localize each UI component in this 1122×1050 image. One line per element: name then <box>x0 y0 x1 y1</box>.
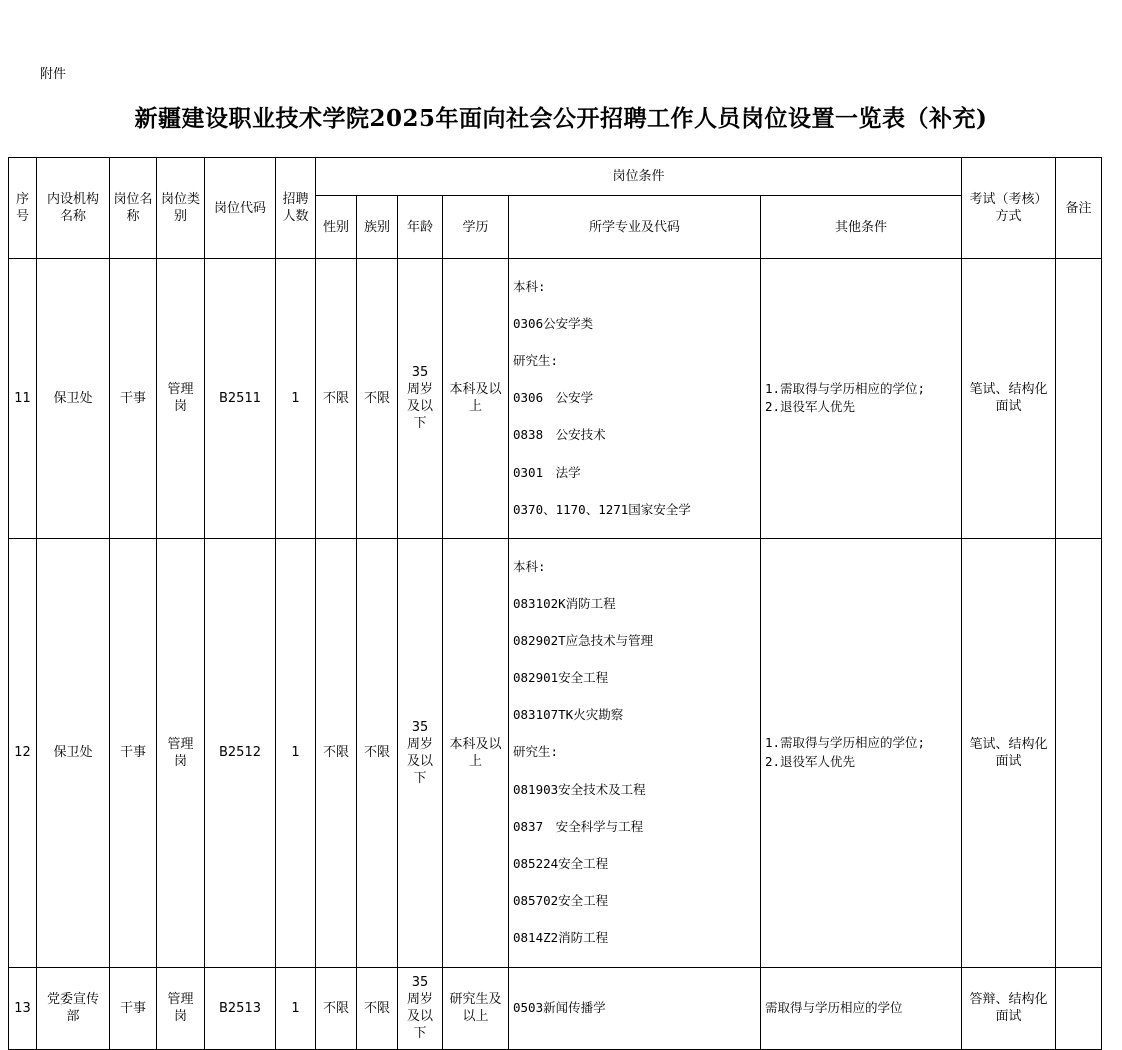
header-department: 内设机构名称 <box>37 158 110 259</box>
cell-gender: 不限 <box>316 967 357 1049</box>
header-seq: 序号 <box>9 158 37 259</box>
header-remarks: 备注 <box>1056 158 1102 259</box>
cell-seq: 13 <box>9 967 37 1049</box>
cell-seq: 12 <box>9 538 37 967</box>
page-title: 新疆建设职业技术学院2025年面向社会公开招聘工作人员岗位设置一览表（补充) <box>134 105 988 132</box>
header-recruit-count: 招聘人数 <box>276 158 316 259</box>
header-row-1 <box>9 158 1102 196</box>
other-line: 2.退役军人优先 <box>765 399 856 415</box>
cell-education: 本科及以上 <box>443 538 509 967</box>
table-row <box>9 259 1102 539</box>
cell-position-type: 管理岗 <box>157 967 205 1049</box>
header-gender: 性别 <box>316 196 357 259</box>
header-other: 其他条件 <box>761 196 962 259</box>
cell-position-code: B2511 <box>205 259 276 539</box>
cell-age: 35周岁及以下 <box>398 967 443 1049</box>
header-exam: 考试（考核）方式 <box>962 158 1056 259</box>
cell-ethnicity: 不限 <box>357 967 398 1049</box>
major-line: 083107TK火灾勘察 <box>513 707 624 723</box>
cell-seq: 11 <box>9 259 37 539</box>
cell-gender: 不限 <box>316 259 357 539</box>
cell-department: 党委宣传部 <box>37 967 110 1049</box>
cell-age: 35周岁及以下 <box>398 259 443 539</box>
header-position-type: 岗位类别 <box>157 158 205 259</box>
major-line: 085224安全工程 <box>513 856 609 871</box>
cell-age: 35周岁及以下 <box>398 538 443 967</box>
cell-remarks <box>1056 259 1102 539</box>
header-age: 年龄 <box>398 196 443 259</box>
header-education: 学历 <box>443 196 509 259</box>
cell-major <box>509 538 761 967</box>
cell-exam: 笔试、结构化面试 <box>962 259 1056 539</box>
other-line: 1.需取得与学历相应的学位; <box>765 380 926 396</box>
major-line: 0503新闻传播学 <box>513 999 606 1015</box>
cell-position-code: B2513 <box>205 967 276 1049</box>
other-line: 需取得与学历相应的学位 <box>765 999 903 1015</box>
cell-ethnicity: 不限 <box>357 259 398 539</box>
cell-department: 保卫处 <box>37 538 110 967</box>
major-line: 0370、1170、1271国家安全学 <box>513 501 691 517</box>
cell-other <box>761 259 962 539</box>
header-major: 所学专业及代码 <box>509 196 761 259</box>
cell-recruit-count: 1 <box>276 967 316 1049</box>
cell-remarks <box>1056 967 1102 1049</box>
table-row <box>9 967 1102 1049</box>
table-row <box>9 538 1102 967</box>
major-line: 研究生: <box>513 352 559 368</box>
cell-position-name: 干事 <box>110 967 157 1049</box>
attachment-label: 附件 <box>40 67 67 82</box>
other-line: 2.退役军人优先 <box>765 753 856 769</box>
major-line: 0306公安学类 <box>513 315 594 331</box>
major-line: 0306 公安学 <box>513 390 594 406</box>
cell-exam: 笔试、结构化面试 <box>962 538 1056 967</box>
header-ethnicity: 族别 <box>357 196 398 259</box>
major-line: 083102K消防工程 <box>513 595 616 611</box>
cell-position-type: 管理岗 <box>157 259 205 539</box>
major-line: 本科: <box>513 558 546 574</box>
cell-ethnicity: 不限 <box>357 538 398 967</box>
cell-department: 保卫处 <box>37 259 110 539</box>
major-line: 082902T应急技术与管理 <box>513 632 654 648</box>
cell-exam: 答辩、结构化面试 <box>962 967 1056 1049</box>
cell-other <box>761 538 962 967</box>
major-line: 研究生: <box>513 744 559 760</box>
header-position-name: 岗位名称 <box>110 158 157 259</box>
cell-position-type: 管理岗 <box>157 538 205 967</box>
major-line: 0838 公安技术 <box>513 427 606 443</box>
cell-major <box>509 967 761 1049</box>
positions-table <box>8 157 1102 1050</box>
cell-position-name: 干事 <box>110 259 157 539</box>
major-line: 0814Z2消防工程 <box>513 930 609 946</box>
cell-recruit-count: 1 <box>276 259 316 539</box>
cell-gender: 不限 <box>316 538 357 967</box>
major-line: 0301 法学 <box>513 464 581 480</box>
cell-education: 本科及以上 <box>443 259 509 539</box>
other-line: 1.需取得与学历相应的学位; <box>765 735 926 751</box>
cell-remarks <box>1056 538 1102 967</box>
cell-education: 研究生及以上 <box>443 967 509 1049</box>
major-line: 082901安全工程 <box>513 670 609 686</box>
header-conditions: 岗位条件 <box>316 158 962 196</box>
major-line: 085702安全工程 <box>513 893 609 909</box>
major-line: 081903安全技术及工程 <box>513 781 646 797</box>
header-position-code: 岗位代码 <box>205 158 276 259</box>
cell-major <box>509 259 761 539</box>
cell-position-code: B2512 <box>205 538 276 967</box>
cell-other <box>761 967 962 1049</box>
major-line: 本科: <box>513 278 546 294</box>
major-line: 0837 安全科学与工程 <box>513 818 644 834</box>
cell-recruit-count: 1 <box>276 538 316 967</box>
cell-position-name: 干事 <box>110 538 157 967</box>
